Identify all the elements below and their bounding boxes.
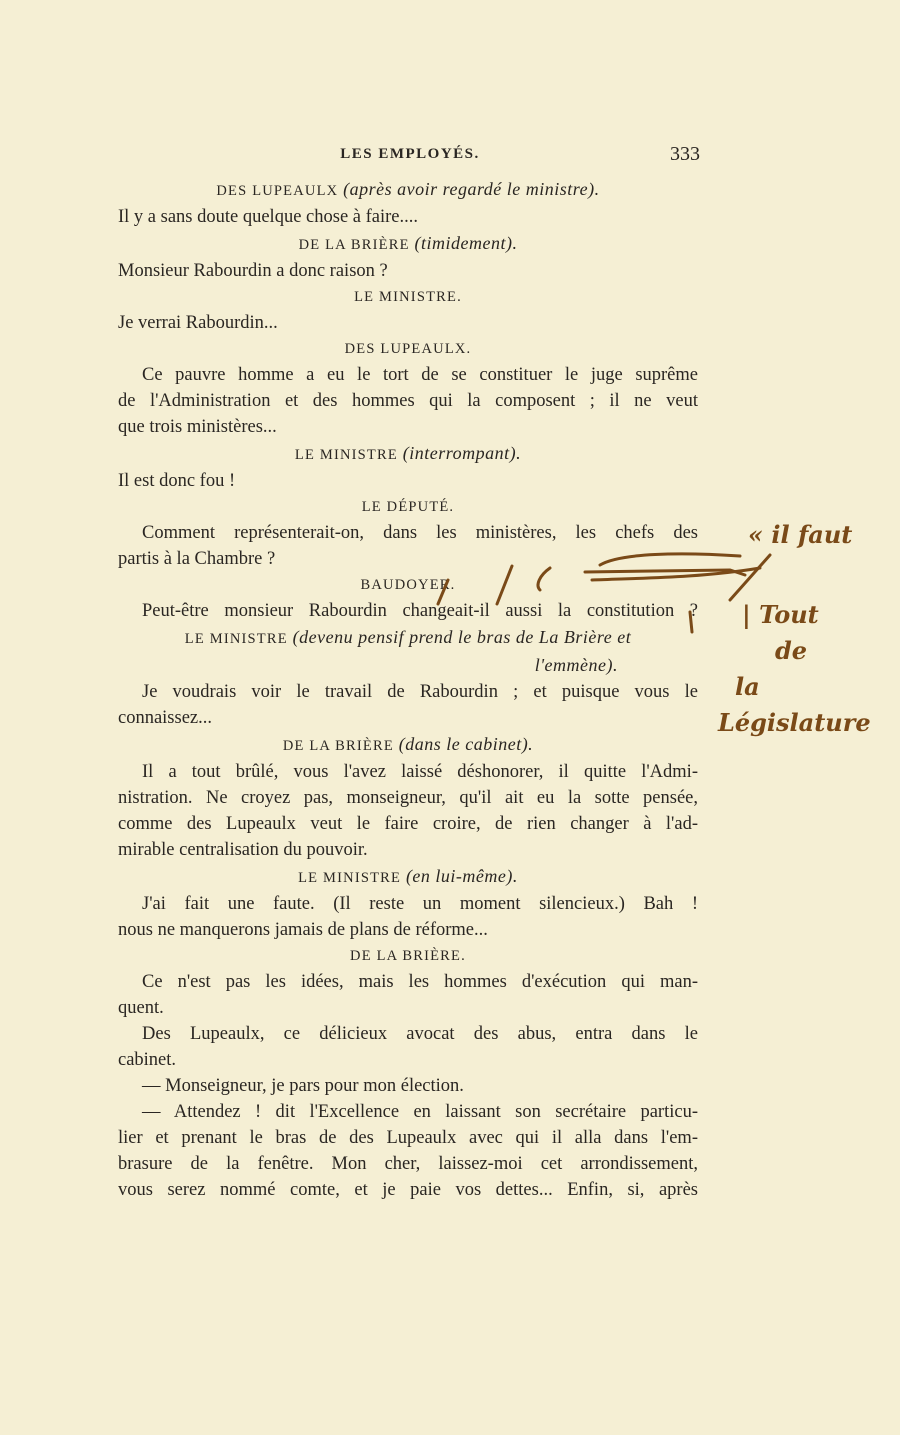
margin-note-1: « il faut xyxy=(748,520,853,549)
insertion-mark xyxy=(538,568,550,590)
speaker-name: LE MINISTRE xyxy=(184,631,288,647)
line-text: lier et prenant le bras de des Lupeaulx avec qui il alla dans l'em- xyxy=(118,1128,698,1148)
line-text: de l'Administration et des hommes qui la composent ; il ne veut xyxy=(118,391,698,411)
connector-stroke xyxy=(730,555,770,600)
line-text: Ce pauvre homme a eu le tort de se constituer le juge suprême xyxy=(142,365,698,385)
margin-note-2: | Tout xyxy=(742,600,819,629)
line-text: brasure de la fenêtre. Mon cher, laissez-moi cet arrondissement, xyxy=(118,1154,698,1174)
line-text: Monsieur Rabourdin a donc raison ? xyxy=(118,261,388,281)
caret-mark xyxy=(690,612,692,632)
line-text: Il y a sans doute quelque chose à faire.... xyxy=(118,207,419,227)
line-text: mirable centralisation du pouvoir. xyxy=(118,840,368,860)
speaker-name: DE LA BRIÈRE xyxy=(298,237,410,253)
line-text: Des Lupeaulx, ce délicieux avocat des abus, entra dans le xyxy=(142,1024,698,1044)
line-text: Comment représenterait-on, dans les ministères, les chefs des xyxy=(142,523,698,543)
line-text: Je verrai Rabourdin... xyxy=(118,313,278,333)
running-title: LES EMPLOYÉS. xyxy=(340,146,480,162)
line-text: comme des Lupeaulx veut le faire croire, de rien changer à l'ad- xyxy=(118,814,698,834)
line-text: partis à la Chambre ? xyxy=(118,549,276,569)
line-text: nous ne manquerons jamais de plans de réforme... xyxy=(118,920,488,940)
stage-direction: (interrompant). xyxy=(402,443,522,463)
line-text: — Monseigneur, je pars pour mon élection. xyxy=(142,1076,464,1096)
stage-direction: (après avoir regardé le ministre). xyxy=(343,179,600,199)
speaker-name: LE DÉPUTÉ. xyxy=(361,499,455,515)
speaker-name: DE LA BRIÈRE. xyxy=(350,948,466,964)
line-text: Ce n'est pas les idées, mais les hommes d'exécution qui man- xyxy=(142,972,698,992)
line-text: Peut-être monsieur Rabourdin changeait-il aussi la constitution ? xyxy=(142,601,698,621)
stage-direction: (en lui-même). xyxy=(405,866,518,886)
line-text: quent. xyxy=(118,998,164,1018)
line-text: que trois ministères... xyxy=(118,417,277,437)
line-text: J'ai fait une faute. (Il reste un moment silencieux.) Bah ! xyxy=(142,894,698,914)
margin-note-5: Législature xyxy=(718,708,871,737)
stage-direction: (timidement). xyxy=(414,233,518,253)
margin-note-4: la xyxy=(735,672,760,701)
speaker-name: LE MINISTRE xyxy=(294,447,398,463)
line-text: nistration. Ne croyez pas, monseigneur, qu'il ait eu la sotte pensée, xyxy=(118,788,698,808)
speaker-name: DE LA BRIÈRE xyxy=(282,738,394,754)
page-number: 333 xyxy=(670,143,700,165)
line-text: connaissez... xyxy=(118,708,213,728)
speaker-name: DES LUPEAULX. xyxy=(344,341,472,357)
line-text: vous serez nommé comte, et je paie vos dettes... Enfin, si, après xyxy=(118,1180,698,1200)
line-text: — Attendez ! dit l'Excellence en laissant son secrétaire particu- xyxy=(142,1102,698,1122)
underline-stroke-3 xyxy=(600,554,740,565)
speaker-name: LE MINISTRE. xyxy=(354,289,462,305)
speaker-name: LE MINISTRE xyxy=(298,870,402,886)
speaker-name: BAUDOYER. xyxy=(360,577,456,593)
slash-mark-2 xyxy=(497,566,512,604)
line-text: cabinet. xyxy=(118,1050,177,1070)
stage-direction: (devenu pensif prend le bras de La Brière et xyxy=(292,627,632,647)
line-text: Il a tout brûlé, vous l'avez laissé déshonorer, il quitte l'Admi- xyxy=(142,762,698,782)
stage-direction: l'emmène). xyxy=(534,655,618,675)
line-text: Il est donc fou ! xyxy=(118,471,236,491)
stage-direction: (dans le cabinet). xyxy=(398,734,534,754)
slash-mark-1 xyxy=(438,580,448,604)
margin-note-3: de xyxy=(775,636,808,665)
speaker-name: DES LUPEAULX xyxy=(216,183,339,199)
line-text: Je voudrais voir le travail de Rabourdin ; et puisque vous le xyxy=(142,682,698,702)
